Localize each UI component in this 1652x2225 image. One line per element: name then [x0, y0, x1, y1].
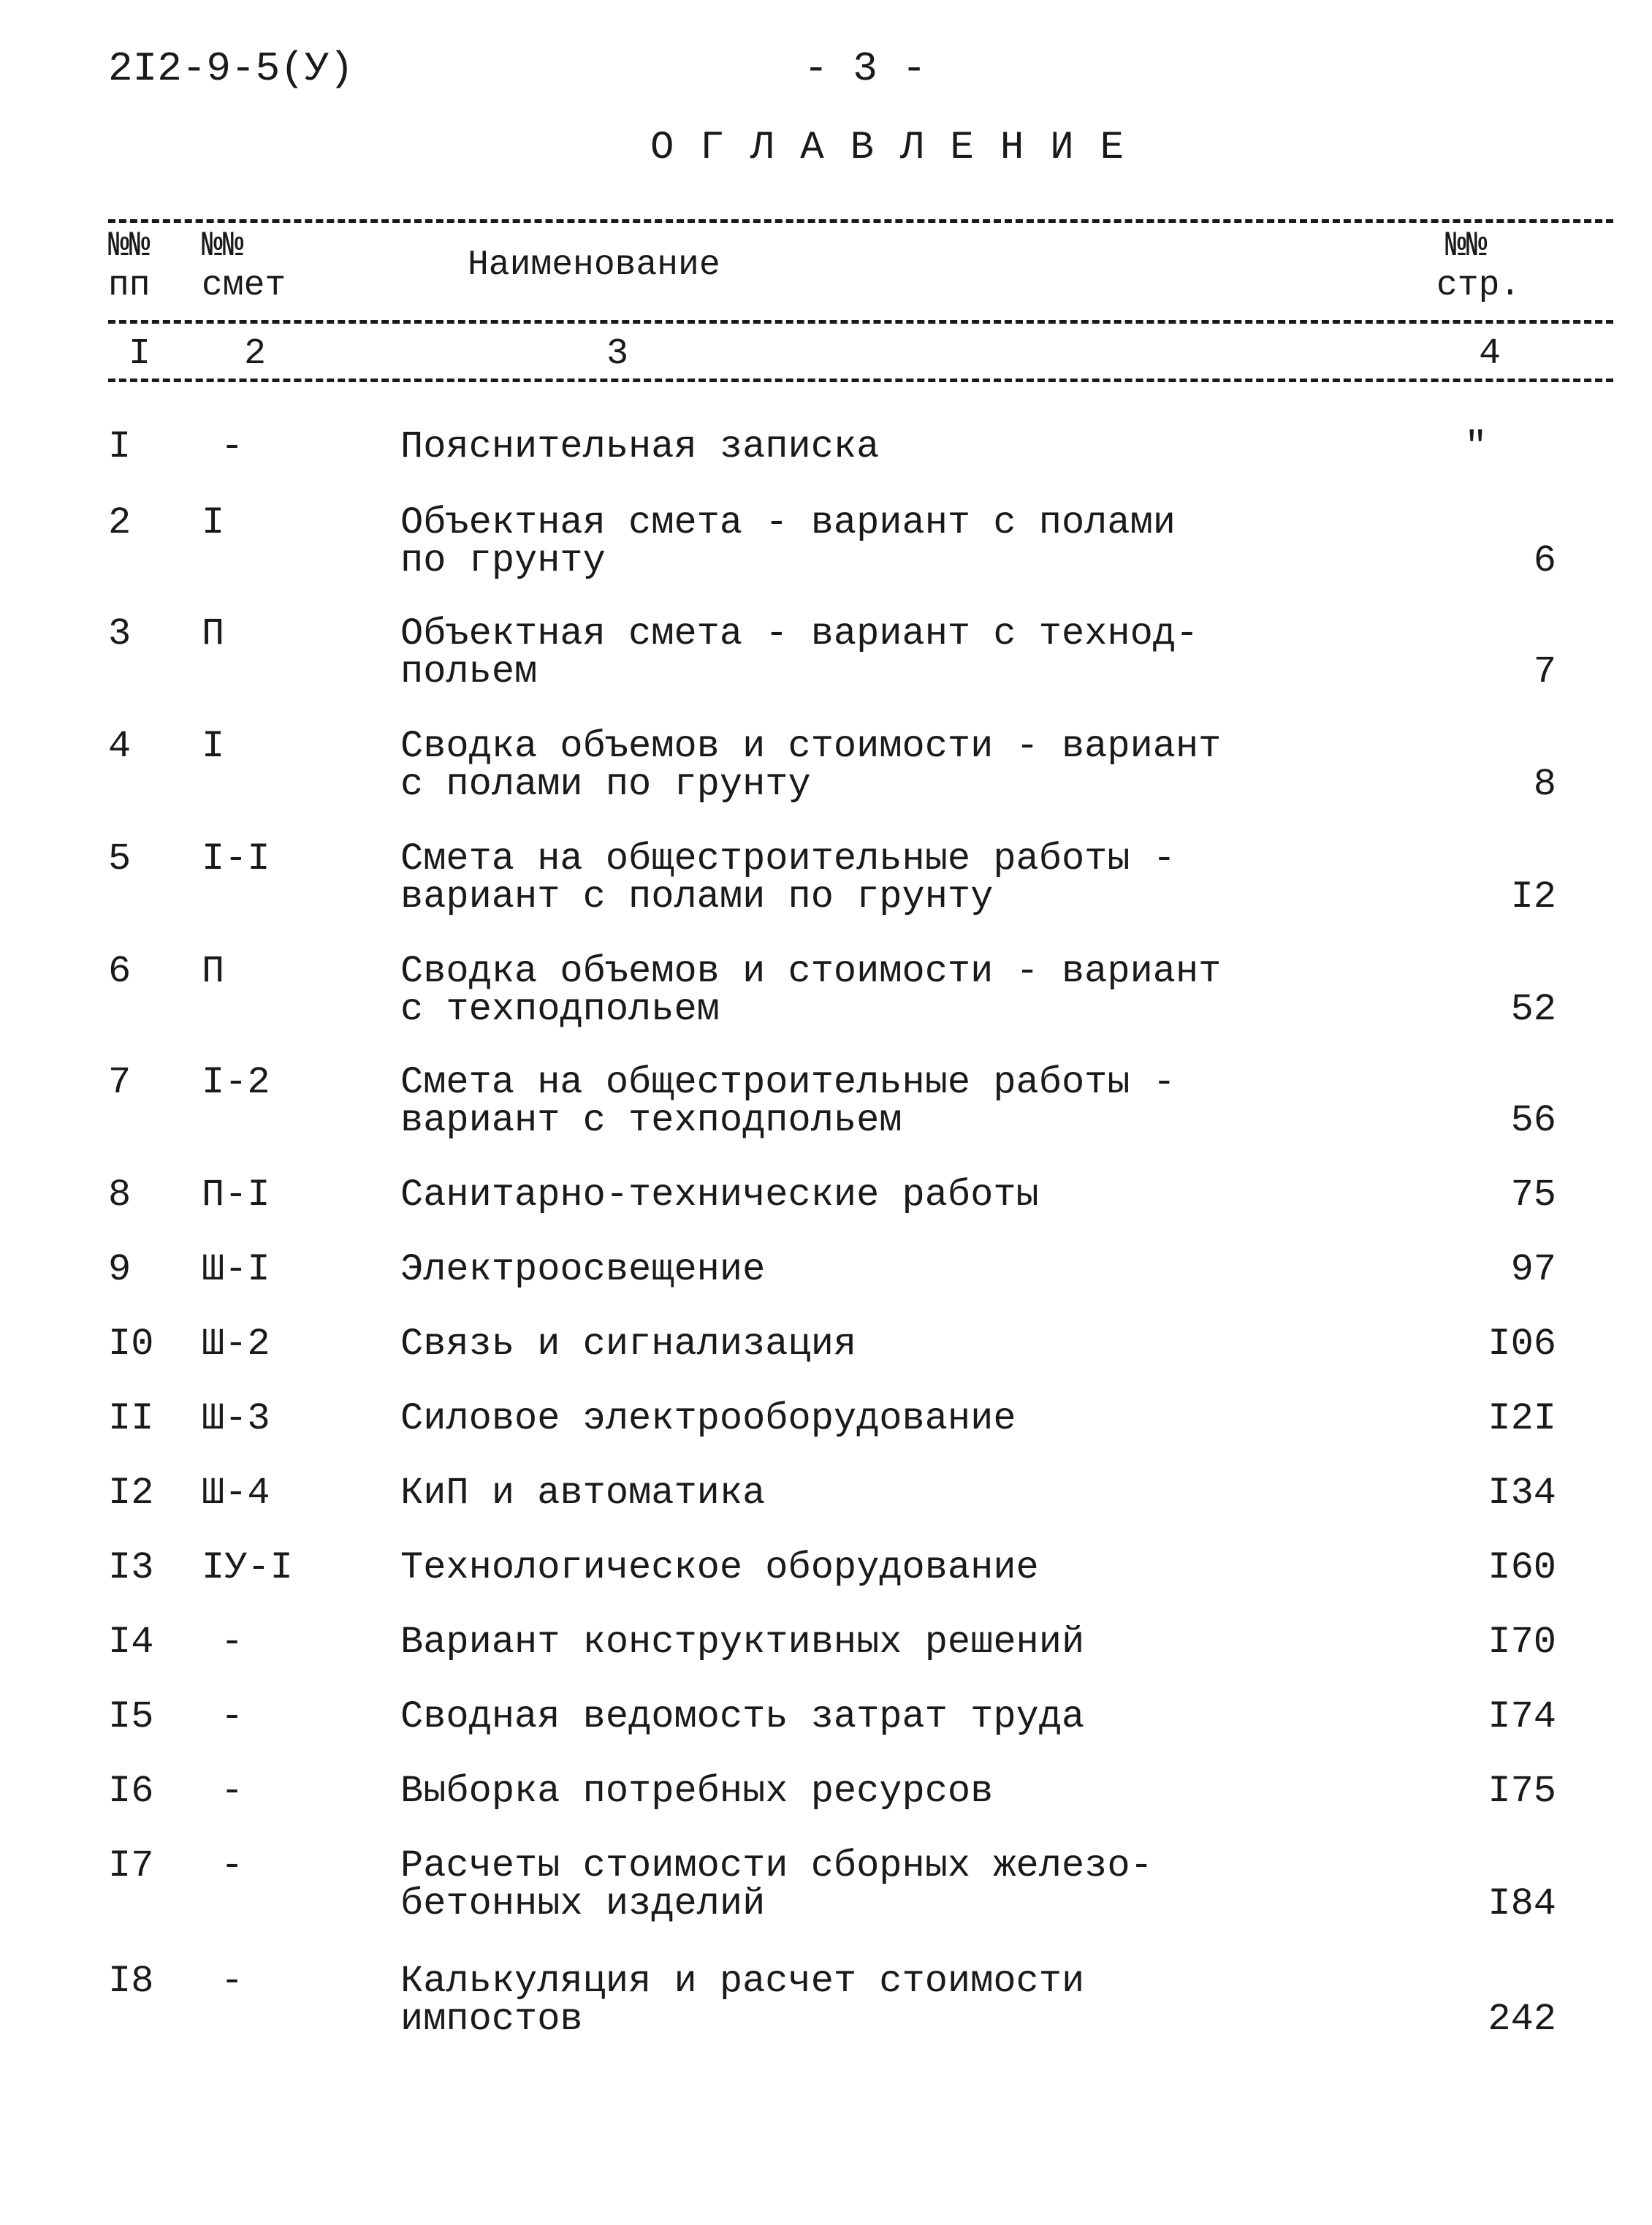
row-estimate: П-I	[202, 1174, 270, 1217]
row-title: Сводка объемов и стоимости - вариант с техподпольем	[400, 950, 1222, 1031]
row-title: Технологическое оборудование	[400, 1546, 1039, 1589]
row-estimate: Ш-2	[202, 1323, 270, 1366]
column-number-3: 3	[606, 333, 629, 375]
row-title: Сводка объемов и стоимости - вариант с полами по грунту	[400, 725, 1222, 806]
row-estimate: -	[221, 1960, 244, 2003]
row-page: 242	[1488, 1998, 1556, 2041]
row-estimate: -	[221, 1621, 244, 1664]
row-number: I	[108, 425, 132, 468]
row-page: 8	[1533, 763, 1556, 806]
row-estimate: IУ-I	[202, 1546, 293, 1589]
row-title: Расчеты стоимости сборных железо- бетонных изделий	[400, 1844, 1153, 1925]
header-estimate-bottom: смет	[202, 266, 286, 305]
row-title: Объектная смета - вариант с полами по грунту	[400, 501, 1176, 582]
row-page: 97	[1510, 1248, 1556, 1291]
row-number: I5	[108, 1695, 154, 1738]
row-estimate: -	[221, 1770, 244, 1813]
document-code: 2I2-9-5(У)	[108, 45, 354, 92]
row-estimate: Ш-4	[202, 1472, 270, 1515]
row-number: I3	[108, 1546, 154, 1589]
row-page: I34	[1488, 1472, 1556, 1515]
row-page: I06	[1488, 1323, 1556, 1366]
row-estimate: П	[202, 950, 225, 993]
row-estimate: Ш-3	[202, 1397, 270, 1440]
row-number: 8	[108, 1174, 132, 1217]
row-number: I4	[108, 1621, 154, 1664]
row-page: I74	[1488, 1695, 1556, 1738]
row-title: Смета на общестроительные работы - вариант с техподпольем	[400, 1061, 1176, 1142]
row-estimate: I	[202, 725, 225, 768]
row-title: Санитарно-технические работы	[400, 1174, 1039, 1217]
row-title: Выборка потребных ресурсов	[400, 1770, 994, 1813]
row-page: 56	[1510, 1099, 1556, 1142]
row-number: 3	[108, 612, 132, 655]
page-number: - 3 -	[804, 45, 927, 92]
row-page: I75	[1488, 1770, 1556, 1813]
header-num-bottom: пп	[108, 266, 151, 305]
row-estimate: I-I	[202, 837, 270, 881]
column-number-1: I	[129, 333, 151, 375]
header-page-bottom: стр.	[1436, 266, 1521, 305]
row-title: Смета на общестроительные работы - вариант с полами по грунту	[400, 837, 1176, 918]
row-number: 5	[108, 837, 132, 881]
row-number: 9	[108, 1248, 132, 1291]
header-estimate-top: №№	[202, 227, 244, 266]
row-number: 6	[108, 950, 132, 993]
row-title: Связь и сигнализация	[400, 1323, 857, 1366]
row-number: I2	[108, 1472, 154, 1515]
row-title: Электроосвещение	[400, 1248, 766, 1291]
row-title: Вариант конструктивных решений	[400, 1621, 1085, 1664]
row-page: 7	[1533, 650, 1556, 693]
row-estimate: I	[202, 501, 225, 544]
row-number: 4	[108, 725, 132, 768]
row-title: Силовое электрооборудование	[400, 1397, 1016, 1440]
row-title: Сводная ведомость затрат труда	[400, 1695, 1085, 1738]
row-page: 6	[1533, 539, 1556, 582]
row-estimate: -	[221, 425, 244, 468]
row-estimate: П	[202, 612, 225, 655]
page-title: ОГЛАВЛЕНИЕ	[650, 126, 1151, 170]
table-top-rule	[108, 219, 1613, 223]
row-number: I8	[108, 1960, 154, 2003]
row-page: I84	[1488, 1882, 1556, 1925]
row-number: 7	[108, 1061, 132, 1104]
row-title: Пояснительная записка	[400, 425, 880, 468]
row-title: Объектная смета - вариант с технод- польем	[400, 612, 1199, 693]
row-page: I2I	[1488, 1397, 1556, 1440]
row-number: I0	[108, 1323, 154, 1366]
row-title: Калькуляция и расчет стоимости импостов	[400, 1960, 1085, 2041]
column-number-4: 4	[1479, 333, 1501, 375]
row-estimate: -	[221, 1844, 244, 1887]
row-page: 75	[1510, 1174, 1556, 1217]
row-number: I7	[108, 1844, 154, 1887]
header-page-top: №№	[1445, 227, 1488, 266]
row-page: "	[1464, 425, 1488, 468]
row-number: II	[108, 1397, 154, 1440]
header-num-top: №№	[108, 227, 151, 266]
column-number-rule	[108, 379, 1613, 382]
row-page: I70	[1488, 1621, 1556, 1664]
row-page: 52	[1510, 988, 1556, 1031]
column-number-2: 2	[244, 333, 267, 375]
row-title: КиП и автоматика	[400, 1472, 766, 1515]
header-name: Наименование	[468, 246, 720, 285]
row-estimate: Ш-I	[202, 1248, 270, 1291]
row-estimate: I-2	[202, 1061, 270, 1104]
row-number: 2	[108, 501, 132, 544]
header-bottom-rule	[108, 320, 1613, 324]
row-page: I60	[1488, 1546, 1556, 1589]
row-estimate: -	[221, 1695, 244, 1738]
row-number: I6	[108, 1770, 154, 1813]
row-page: I2	[1510, 875, 1556, 918]
